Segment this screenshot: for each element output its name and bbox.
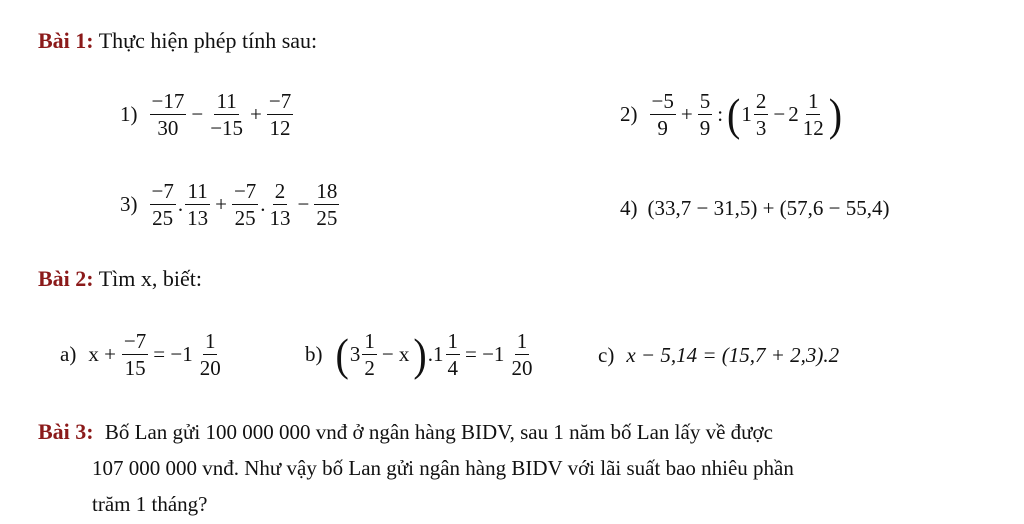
numerator: 11 [214,90,238,115]
numerator: 1 [203,330,218,355]
bai2-label: Bài 2: [38,266,94,291]
numerator: −7 [150,180,176,205]
whole-part: 2 [788,102,799,127]
operator: . [260,192,266,217]
denominator: 25 [234,206,256,231]
numerator: 1 [806,90,821,115]
operator: = −1 [153,342,193,367]
fraction [150,90,187,139]
fraction [232,180,258,229]
numerator: −17 [150,90,187,115]
operator: : [717,102,724,127]
operator: − [297,192,310,217]
problem-number: 2) [620,102,638,127]
fraction [267,90,293,139]
numerator: 2 [754,90,769,115]
problem-1-4 [620,196,890,221]
bai3-line1 [38,416,773,448]
denominator: 4 [447,356,458,381]
fraction [150,180,176,229]
bai2-title: Tìm x, biết: [98,266,202,291]
denominator: −15 [210,116,244,141]
operator: − [773,102,786,127]
bai3-text-line3: trăm 1 tháng? [92,492,208,516]
denominator: 12 [802,116,824,141]
problem-1-1 [120,90,295,139]
fraction [509,330,534,379]
problem-letter: c) [598,343,615,367]
denominator: 9 [657,116,668,141]
problem-2-c [598,343,839,368]
fraction [754,90,769,139]
operator: = −1 [465,342,505,367]
expression-part: − x [381,342,410,367]
bai2-heading [38,266,202,292]
numerator: 2 [273,180,288,205]
problem-2-b [305,330,536,379]
problem-number: 3) [120,192,138,217]
fraction [268,180,293,229]
denominator: 20 [199,356,221,381]
denominator: 2 [364,356,375,381]
fraction [208,90,245,139]
operator: . [177,192,184,217]
fraction [698,90,713,139]
numerator: −7 [267,90,293,115]
operator: − [191,102,204,127]
bai3-text-line1: Bố Lan gửi 100 000 000 vnđ ở ngân hàng BIDV, sau 1 năm bố Lan lấy về được [104,420,773,444]
bai1-label: Bài 1: [38,28,94,53]
problem-1-2 [620,90,843,139]
fraction [314,180,339,229]
denominator: 15 [124,356,146,381]
denominator: 30 [157,116,179,141]
right-paren: ) [413,328,427,380]
left-paren: ( [335,328,349,380]
problem-letter: b) [305,342,323,367]
denominator: 13 [187,206,209,231]
numerator: 11 [185,180,209,205]
bai3-label: Bài 3: [38,419,94,444]
numerator: −7 [232,180,258,205]
numerator: 1 [362,330,377,355]
operator: + [680,102,693,127]
numerator: −5 [650,90,676,115]
bai1-title: Thực hiện phép tính sau: [98,28,318,53]
right-paren: ) [828,88,843,140]
problem-2-a [60,330,225,379]
problem-number: 4) [620,196,638,220]
expression: x − 5,14 = (15,7 + 2,3).2 [626,343,840,367]
operator: + [215,192,227,217]
problem-number: 1) [120,102,138,127]
left-paren: ( [727,88,741,140]
denominator: 25 [316,206,338,231]
expression: (33,7 − 31,5) + (57,6 − 55,4) [647,196,890,220]
fraction [198,330,223,379]
fraction [801,90,826,139]
numerator: 18 [314,180,339,205]
numerator: 1 [446,330,461,355]
denominator: 13 [269,206,291,231]
numerator: −7 [122,330,148,355]
expression-part: .1 [427,342,444,367]
bai1-heading [38,28,317,54]
operator: + [250,102,262,127]
denominator: 3 [755,116,767,141]
fraction [650,90,676,139]
numerator: 5 [698,90,713,115]
fraction [122,330,148,379]
whole-part: 1 [741,102,752,127]
whole-part: 3 [349,342,361,367]
numerator: 1 [515,330,530,355]
fraction [446,330,461,379]
denominator: 12 [269,116,291,141]
fraction [362,330,377,379]
problem-letter: a) [60,342,77,367]
denominator: 20 [511,356,533,381]
problem-1-3 [120,180,341,229]
denominator: 25 [152,206,174,231]
bai3-text-line2: 107 000 000 vnđ. Như vậy bố Lan gửi ngân hàng BIDV với lãi suất bao nhiêu phần [92,456,794,480]
fraction [185,180,210,229]
expression-part: x + [88,342,116,367]
denominator: 9 [699,116,711,141]
